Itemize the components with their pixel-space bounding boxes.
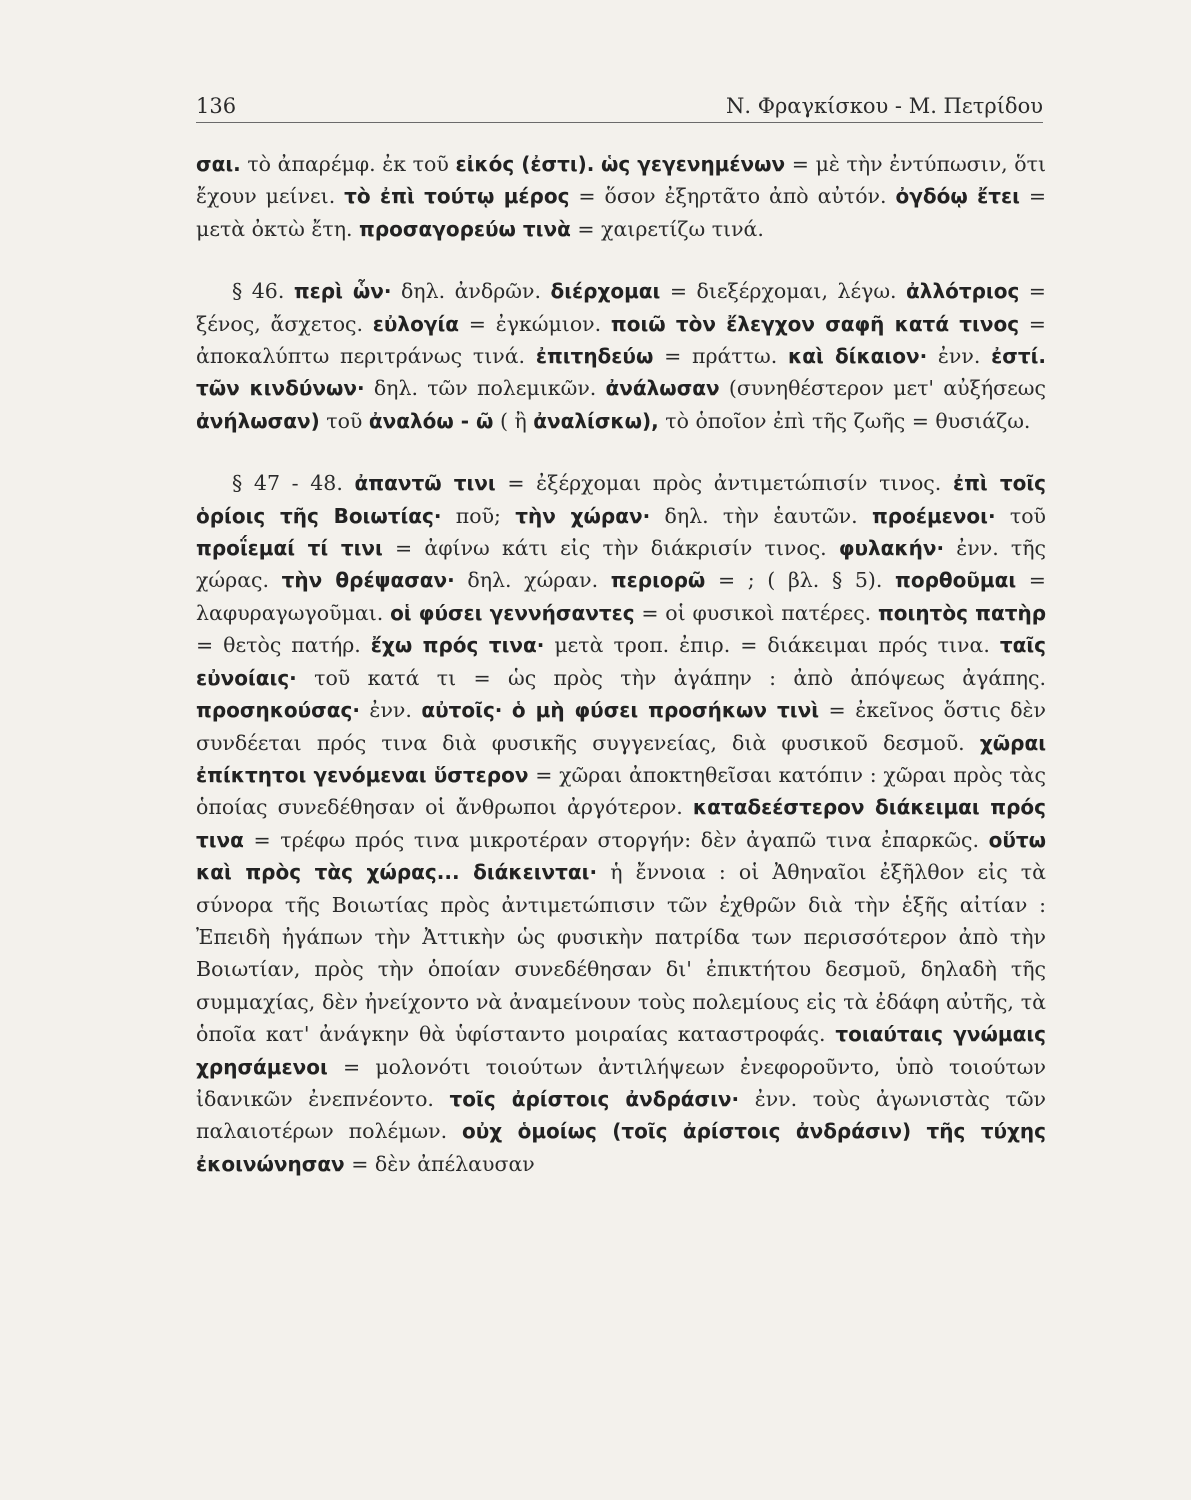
- lemma-term: ταῖς εὐνοίαις·: [196, 633, 1046, 690]
- lemma-term: ἀνάλωσαν: [605, 376, 720, 401]
- lemma-term: τὴν χώραν·: [515, 503, 651, 528]
- gloss-text: = ἀφίνω κάτι εἰς τὴν διάκρισίν τινος.: [382, 536, 839, 561]
- lemma-term: χῶραι ἐπίκτητοι γενόμεναι ὕστερον: [196, 730, 1046, 787]
- lemma-term: διέρχομαι: [550, 279, 661, 304]
- gloss-text: = θετὸς πατήρ.: [196, 633, 371, 658]
- gloss-text: ἐνν. τοὺς ἀγωνιστὰς τῶν παλαιοτέρων πολέμων.: [196, 1086, 1047, 1144]
- gloss-text: [502, 698, 512, 722]
- lemma-term: ἐστί.: [991, 344, 1046, 369]
- running-header-authors: Ν. Φραγκίσκου - Μ. Πετρίδου: [726, 94, 1043, 118]
- gloss-text: ἐνν. τῆς χώρας.: [196, 536, 1046, 593]
- gloss-text: ποῦ;: [441, 503, 516, 528]
- gloss-text: § 46.: [232, 279, 294, 304]
- gloss-text: τὸ ἀπαρέμφ. ἐκ τοῦ: [240, 152, 456, 176]
- gloss-text: = δὲν ἀπέλαυσαν: [344, 1151, 535, 1176]
- gloss-text: = ὅσον ἐξηρτᾶτο ἀπὸ αὐτόν.: [569, 184, 896, 209]
- running-header: [196, 90, 1043, 123]
- gloss-text: ( ἢ: [493, 408, 534, 433]
- gloss-text: = πράττω.: [653, 344, 789, 369]
- gloss-text: μετὰ τροπ. ἐπιρ. = διάκειμαι πρός τινα.: [544, 633, 1000, 658]
- gloss-text: δηλ. ἀνδρῶν.: [391, 279, 551, 304]
- gloss-text: (συνηθέστερον μετ' αὐξήσεως: [719, 376, 1046, 401]
- lemma-term: προέμενοι·: [871, 503, 996, 528]
- gloss-text: = τρέφω πρός τινα μικροτέραν στοργήν: δὲν ἀγαπῶ τινα ἐπαρκῶς.: [243, 827, 989, 852]
- gloss-text: = ; ( βλ. § 5).: [705, 568, 896, 593]
- lemma-term: ποιητὸς πατὴρ: [877, 600, 1047, 625]
- gloss-text: ἐνν.: [359, 698, 422, 723]
- paragraph-section-46: [196, 275, 1046, 437]
- lemma-term: περὶ ὧν·: [293, 279, 392, 304]
- paragraph-section-47-48: [196, 467, 1046, 1180]
- lemma-term: τὸ ἐπὶ τούτῳ μέρος: [344, 184, 570, 209]
- lemma-term: ἀπαντῶ τινι: [354, 471, 496, 496]
- gloss-text: = ἀποκαλύπτω περιτράνως τινά.: [196, 311, 1046, 369]
- lemma-term: τοῖς ἀρίστοις ἀνδράσιν·: [449, 1086, 740, 1111]
- lemma-term: εἰκός (ἐστι).: [455, 152, 595, 176]
- lemma-term: οὕτω καὶ πρὸς τὰς χώρας... διάκεινται·: [196, 827, 1046, 885]
- gloss-text: ἐνν.: [927, 344, 992, 369]
- gloss-text: = χαιρετίζω τινά.: [570, 216, 764, 241]
- lemma-term: ὁ μὴ φύσει προσήκων τινὶ: [511, 698, 819, 723]
- lemma-term: ἀναλίσκω),: [533, 408, 659, 433]
- page-number: 136: [196, 94, 237, 118]
- lemma-term: φυλακήν·: [838, 536, 945, 561]
- lemma-term: σαι.: [196, 152, 241, 176]
- gloss-text: τὸ ὁποῖον ἐπὶ τῆς ζωῆς = θυσιάζω.: [658, 408, 1031, 433]
- lemma-term: ἀλλότριος: [906, 279, 1020, 304]
- lemma-term: ἀναλόω - ῶ: [368, 408, 494, 433]
- gloss-text: = ἐκεῖνος ὅστις δὲν συνδέεται πρός τινα διὰ φυσικῆς συγγενείας, διὰ φυσικοῦ δεσμοῦ.: [196, 698, 1046, 755]
- lemma-term: ἔχω πρός τινα·: [370, 633, 545, 658]
- gloss-text: = μολονότι τοιούτων ἀντιλήψεων ἐνεφοροῦντο, ὑπὸ τοιούτων ἰδανικῶν ἐνεπνέοντο.: [196, 1054, 1046, 1111]
- gloss-text: = λαφυραγωγοῦμαι.: [196, 568, 1046, 625]
- lemma-term: ἐπιτηδεύω: [535, 344, 654, 369]
- paragraph-continuation: [196, 148, 1046, 245]
- gloss-text: = μετὰ ὀκτὼ ἔτη.: [196, 184, 1046, 241]
- gloss-text: = ἐγκώμιον.: [459, 311, 611, 336]
- gloss-text: = χῶραι ἀποκτηθεῖσαι κατόπιν : χῶραι πρὸς τὰς ὁποίας συνεδέθησαν οἱ ἄνθρωποι ἀργότερον.: [196, 762, 1047, 820]
- gloss-text: τοῦ κατά τι = ὡς πρὸς τὴν ἀγάπην : ἀπὸ ἀπόψεως ἀγάπης.: [296, 665, 1046, 690]
- lemma-term: εὐλογία: [372, 311, 459, 336]
- gloss-text: = ἐξέρχομαι πρὸς ἀντιμετώπισίν τινος.: [495, 471, 953, 496]
- lemma-term: αὐτοῖς·: [421, 698, 503, 723]
- lemma-term: καταδεέστερον διάκειμαι πρός τινα: [196, 795, 1046, 852]
- lemma-term: περιορῶ: [610, 568, 706, 593]
- lemma-term: ὀγδόῳ ἔτει: [895, 184, 1020, 209]
- lemma-term: πορθοῦμαι: [895, 568, 1017, 593]
- lemma-term: προσηκούσας·: [196, 698, 360, 723]
- lemma-term: οὐχ ὁμοίως (τοῖς ἀρίστοις ἀνδράσιν) τῆς τύχης ἐκοινώνησαν: [196, 1119, 1047, 1176]
- gloss-text: = μὲ τὴν ἐντύπωσιν, ὅτι ἔχουν μείνει.: [196, 152, 1047, 209]
- gloss-text: ἡ ἔννοια : οἱ Ἀθηναῖοι ἐξῆλθον εἰς τὰ σύνορα τῆς Βοιωτίας πρὸς ἀντιμετώπισιν τῶν ἐχθρῶν διὰ τὴν ἑξῆς αἰτίαν : Ἐπειδὴ ἠγάπων τὴν Ἀττικὴν ὡς φυσικὴν πατρίδα των περισσότερον ἀπὸ τὴν Βοιωτίαν, πρὸς τὴν ὁποίαν συνεδέθησαν δι' ἐπικτήτου δεσμοῦ, δηλαδὴ τῆς συμμαχίας, δὲν ἠνείχοντο νὰ ἀναμείνουν τοὺς πολεμίους εἰς τὰ ἐδάφη αὐτῆς, τὰ ὁποῖα κατ' ἀνάγκην θὰ ὑφίσταντο μοιραίας καταστροφάς.: [196, 860, 1046, 1047]
- lemma-term: ποιῶ τὸν ἔλεγχον σαφῆ κατά τινος: [610, 311, 1020, 336]
- lemma-term: ὡς γεγενημένων: [601, 152, 786, 176]
- gloss-text: δηλ. τὴν ἑαυτῶν.: [650, 503, 872, 528]
- lemma-term: ἀνήλωσαν): [196, 408, 320, 433]
- lemma-term: τὴν θρέψασαν·: [281, 568, 455, 593]
- gloss-text: = ξένος, ἄσχετος.: [196, 279, 1046, 336]
- lemma-term: καὶ δίκαιον·: [788, 344, 928, 369]
- gloss-text: δηλ. χώραν.: [454, 568, 611, 593]
- lemma-term: ἐπὶ τοῖς ὁρίοις τῆς Βοιωτίας·: [196, 471, 1046, 528]
- gloss-text: τοῦ: [319, 408, 369, 433]
- commentary-text: [196, 148, 1046, 1180]
- gloss-text: = οἱ φυσικοὶ πατέρες.: [634, 600, 878, 625]
- gloss-text: = διεξέρχομαι, λέγω.: [660, 279, 907, 304]
- lemma-term: τοιαύταις γνώμαις χρησάμενοι: [196, 1022, 1046, 1079]
- lemma-term: οἱ φύσει γεννήσαντες: [390, 600, 635, 625]
- gloss-text: § 47 - 48.: [232, 471, 355, 496]
- lemma-term: τῶν κινδύνων·: [196, 376, 365, 401]
- lemma-term: προΐεμαί τί τινι: [196, 536, 383, 561]
- lemma-term: προσαγορεύω τινὰ: [359, 216, 571, 241]
- gloss-text: τοῦ: [995, 503, 1046, 528]
- gloss-text: δηλ. τῶν πολεμικῶν.: [364, 376, 606, 401]
